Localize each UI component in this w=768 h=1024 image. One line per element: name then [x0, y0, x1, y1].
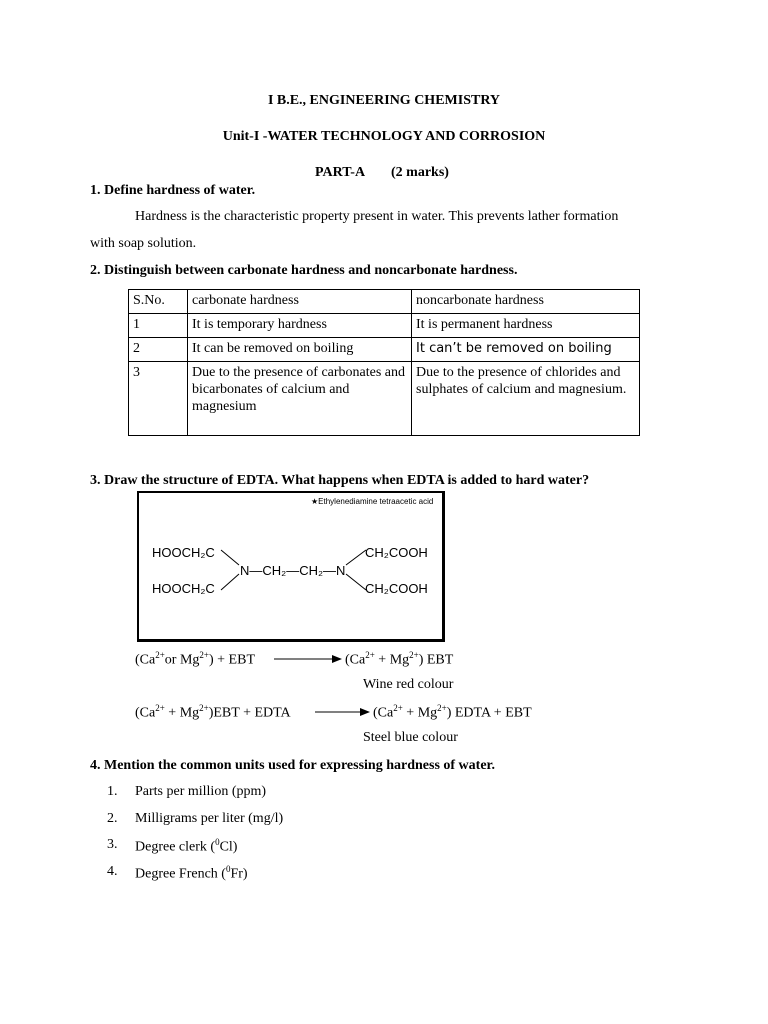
table-cell: 2: [129, 338, 188, 362]
eq-superscript: 2+: [393, 703, 403, 713]
eq-text: + Mg: [402, 705, 438, 721]
eq-text: or Mg: [164, 652, 200, 668]
eq-superscript: 2+: [155, 703, 165, 713]
equation-1-left: [135, 650, 255, 669]
eq-superscript: 2+: [409, 650, 419, 660]
structure-bottom-left: HOOCH₂C: [152, 581, 215, 596]
part-label: PART-A: [315, 165, 366, 180]
list-item-number: 4.: [107, 864, 118, 879]
list-item: Milligrams per liter (mg/l): [135, 811, 284, 826]
table-cell: 1: [129, 314, 188, 338]
list-item-number: 1.: [107, 784, 118, 799]
list-item-text: Cl): [219, 839, 238, 855]
equation-2-note: Steel blue colour: [363, 730, 458, 745]
table-header-cell: S.No.: [129, 290, 188, 314]
equation-2-left: [135, 703, 291, 722]
edta-structure-figure: [137, 491, 445, 642]
equation-1-right: [345, 650, 453, 669]
list-item-number: 3.: [107, 837, 118, 852]
table-header-cell: noncarbonate hardness: [412, 290, 640, 314]
eq-superscript: 2+: [365, 650, 375, 660]
eq-text: (Ca: [135, 705, 156, 721]
list-item-text: Degree French (: [135, 866, 226, 882]
equation-1-note: Wine red colour: [363, 677, 454, 692]
reaction-arrow-icon: [274, 654, 342, 664]
table-cell: It is permanent hardness: [412, 314, 640, 338]
structure-top-left: HOOCH₂C: [152, 545, 215, 560]
table-row: [129, 362, 640, 436]
table-cell: Due to the presence of chlorides and sulphates of calcium and magnesium.: [412, 362, 640, 436]
question-3: 3. Draw the structure of EDTA. What happens when EDTA is added to hard water?: [90, 473, 590, 488]
eq-text: + Mg: [164, 705, 200, 721]
table-header-row: [129, 290, 640, 314]
answer-1-line-2: with soap solution.: [90, 236, 197, 251]
marks-label: (2 marks): [391, 165, 449, 180]
list-item: Parts per million (ppm): [135, 784, 267, 799]
eq-superscript: 2+: [199, 650, 209, 660]
eq-text: )EBT + EDTA: [208, 705, 291, 721]
list-item-superscript: 0: [225, 864, 231, 874]
list-item: [135, 864, 248, 883]
structure-caption: ★Ethylenediamine tetraacetic acid: [311, 497, 434, 506]
table-cell: It can’t be removed on boiling: [412, 338, 640, 362]
answer-1-line-1: Hardness is the characteristic property present in water. This prevents lather formation: [135, 209, 619, 224]
eq-superscript: 2+: [155, 650, 165, 660]
table-header-cell: carbonate hardness: [188, 290, 412, 314]
structure-top-right: CH₂COOH: [365, 545, 428, 560]
unit-title: Unit-I -WATER TECHNOLOGY AND CORROSION: [222, 129, 546, 144]
table-cell: Due to the presence of carbonates and bicarbonates of calcium and magnesium: [188, 362, 412, 436]
table-cell: It is temporary hardness: [188, 314, 412, 338]
reaction-arrow-icon: [315, 707, 370, 717]
eq-superscript: 2+: [437, 703, 447, 713]
list-item-superscript: 0: [215, 837, 220, 847]
list-item: [135, 837, 237, 856]
table-row: [129, 314, 640, 338]
eq-text: ) + EBT: [209, 652, 255, 668]
eq-text: ) EBT: [418, 652, 454, 668]
table-cell: 3: [129, 362, 188, 436]
question-2: 2. Distinguish between carbonate hardness and noncarbonate hardness.: [90, 263, 518, 278]
table-row: [129, 338, 640, 362]
table-cell: It can be removed on boiling: [188, 338, 412, 362]
list-item-text: Degree clerk (: [135, 839, 216, 855]
document-title: I B.E., ENGINEERING CHEMISTRY: [267, 93, 501, 108]
eq-text: (Ca: [373, 705, 394, 721]
eq-text: (Ca: [135, 652, 156, 668]
eq-superscript: 2+: [199, 703, 209, 713]
eq-text: ) EDTA + EBT: [446, 705, 532, 721]
question-4: 4. Mention the common units used for expressing hardness of water.: [90, 758, 495, 773]
equation-2-right: [373, 703, 532, 722]
list-item-text: Fr): [230, 866, 248, 882]
list-item-number: 2.: [107, 811, 118, 826]
question-1: 1. Define hardness of water.: [90, 183, 256, 198]
structure-chain: N—CH₂—CH₂—N: [240, 563, 346, 578]
eq-text: (Ca: [345, 652, 366, 668]
hardness-comparison-table: [128, 289, 640, 436]
structure-bottom-right: CH₂COOH: [365, 581, 428, 596]
eq-text: + Mg: [374, 652, 410, 668]
